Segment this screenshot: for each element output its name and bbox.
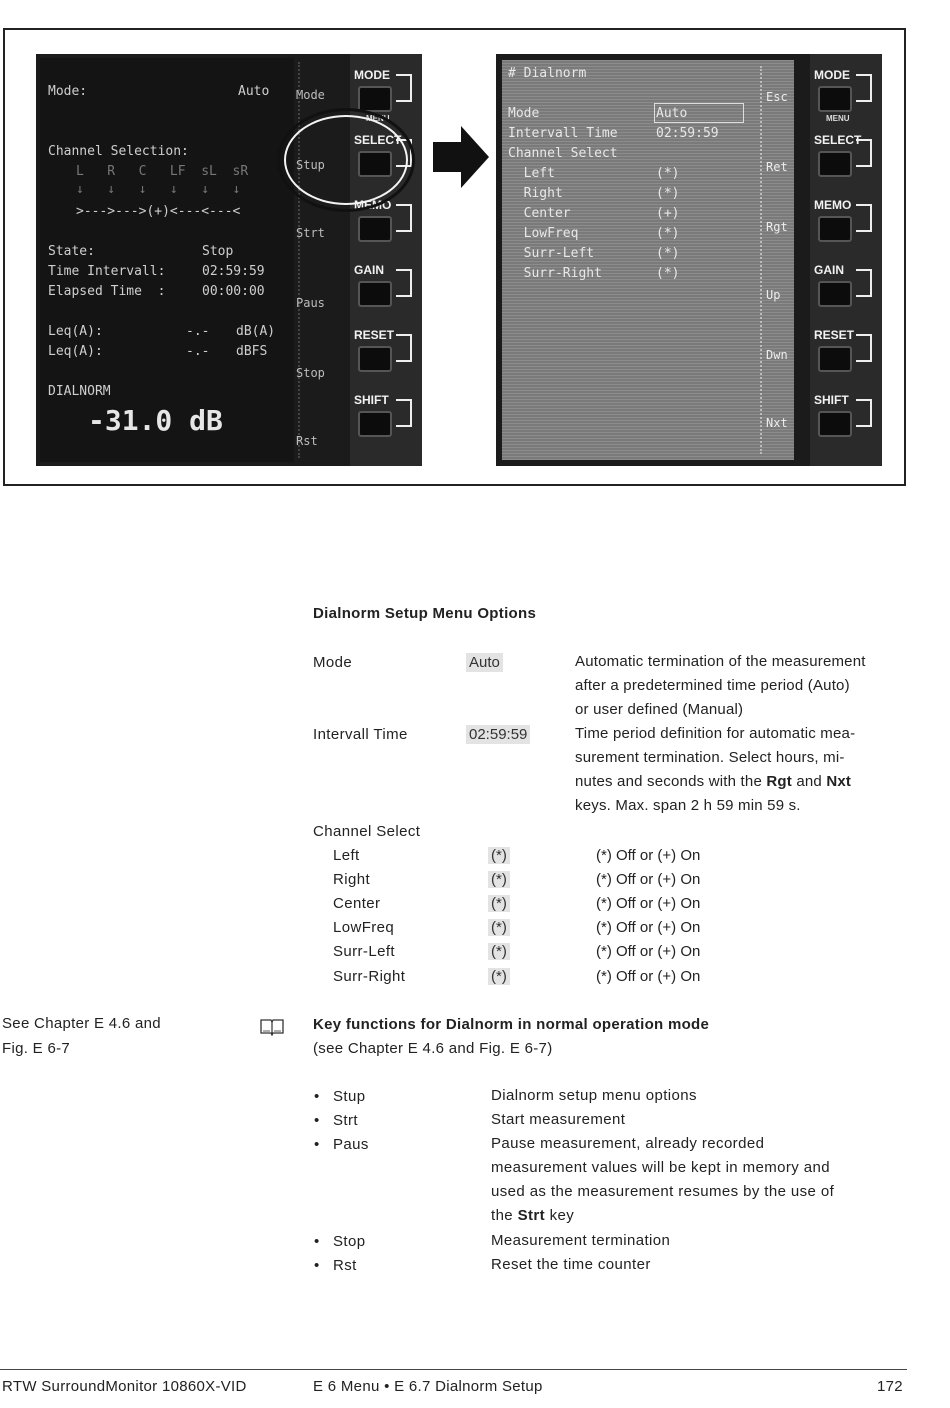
memo-key[interactable] <box>358 216 392 242</box>
description-text: nutes and seconds with the <box>575 773 767 790</box>
key-stop-desc: Measurement termination <box>491 1232 671 1249</box>
channel-lowfreq-value: (*) <box>488 919 510 936</box>
description-text: and <box>791 773 827 790</box>
lcd-mode-value: Auto <box>238 84 270 99</box>
channel-lowfreq-desc: (*) Off or (+) On <box>596 919 701 936</box>
channel-left-desc: (*) Off or (+) On <box>596 847 701 864</box>
channel-surrleft-value: (*) <box>488 943 510 960</box>
mode-key[interactable] <box>358 86 392 112</box>
channel-right-value: (*) <box>488 871 510 888</box>
description-line: surement termination. Select hours, mi- <box>575 749 845 766</box>
key-stup-name: Stup <box>333 1088 366 1105</box>
key-bracket <box>396 74 412 102</box>
key-shift-label: SHIFT <box>814 393 849 407</box>
description-line: measurement values will be kept in memory and <box>491 1159 830 1176</box>
channel-left-value: (*) <box>488 847 510 864</box>
key-memo-label: MEMO <box>354 198 392 212</box>
key-bracket <box>856 399 872 427</box>
reset-key[interactable] <box>818 346 852 372</box>
bullet: • <box>314 1136 320 1153</box>
key-select-label: SELECT <box>814 133 862 147</box>
shift-key[interactable] <box>358 411 392 437</box>
key-paus-desc <box>491 1132 907 1228</box>
softkey-paus[interactable]: Paus <box>296 296 325 310</box>
description-line: or user defined (Manual) <box>575 701 744 718</box>
lcd-interval-label: Time Intervall: <box>48 264 166 279</box>
channel-surrright-value: (*) <box>488 968 510 985</box>
device-screen-menu <box>496 54 882 466</box>
bullet: • <box>314 1257 320 1274</box>
key-functions-subtitle: (see Chapter E 4.6 and Fig. E 6-7) <box>313 1040 553 1057</box>
description-line <box>491 1204 907 1228</box>
key-bracket <box>856 269 872 297</box>
description-line: keys. Max. span 2 h 59 min 59 s. <box>575 797 801 814</box>
key-memo-label: MEMO <box>814 198 852 212</box>
book-icon <box>259 1018 285 1036</box>
strt-key-ref: Strt <box>517 1207 546 1224</box>
lcd-channel-routing: >--->--->(+)<---<---< <box>76 204 241 219</box>
description-text: the <box>491 1207 518 1224</box>
lcd-leq-fs-unit: dBFS <box>236 344 268 359</box>
key-bracket <box>396 269 412 297</box>
key-mode-label: MODE <box>814 68 850 82</box>
softkey-rgt[interactable]: Rgt <box>766 220 788 234</box>
lcd-interval-value: 02:59:59 <box>202 264 265 279</box>
lcd-mode-label: Mode: <box>48 84 88 99</box>
lcd-channel-names: L R C LF sL sR <box>76 164 249 179</box>
key-reset-label: RESET <box>354 328 395 342</box>
key-strt-name: Strt <box>333 1112 358 1129</box>
highlight-circle-inner <box>284 115 408 205</box>
menu-row-center-label[interactable]: Center <box>508 206 571 221</box>
description-text: key <box>545 1207 575 1224</box>
menu-row-right-label[interactable]: Right <box>508 186 563 201</box>
channel-center-label: Center <box>333 895 381 912</box>
menu-row-surrleft-label[interactable]: Surr-Left <box>508 246 595 261</box>
key-bracket <box>396 399 412 427</box>
option-interval-label: Intervall Time <box>313 726 408 743</box>
select-key[interactable] <box>818 151 852 177</box>
key-mode-label: MODE <box>354 68 390 82</box>
softkey-up[interactable]: Up <box>766 288 781 302</box>
footer-product: RTW SurroundMonitor 10860X-VID <box>2 1378 247 1395</box>
gain-key[interactable] <box>818 281 852 307</box>
lcd-display <box>40 58 294 462</box>
dialnorm-menu-panel <box>502 60 794 460</box>
lcd-leq-fs-label: Leq(A): <box>48 344 103 359</box>
bullet: • <box>314 1088 320 1105</box>
key-gain-label: GAIN <box>814 263 844 277</box>
lcd-channel-arrows: ↓ ↓ ↓ ↓ ↓ ↓ <box>76 182 241 197</box>
key-bracket <box>856 334 872 362</box>
side-note-line1: See Chapter E 4.6 and <box>2 1015 161 1032</box>
softkey-stop[interactable]: Stop <box>296 366 325 380</box>
right-arrow-icon <box>433 126 491 188</box>
lcd-dialnorm-value: -31.0 dB <box>88 404 223 437</box>
key-reset-label: RESET <box>814 328 855 342</box>
channel-surrright-label: Surr-Right <box>333 968 406 985</box>
page-number: 172 <box>877 1378 903 1395</box>
channel-right-label: Right <box>333 871 371 888</box>
key-bracket <box>856 74 872 102</box>
menu-tag: MENU <box>366 114 390 123</box>
memo-key[interactable] <box>818 216 852 242</box>
section-title: Dialnorm Setup Menu Options <box>313 605 537 622</box>
side-note-line2: Fig. E 6-7 <box>2 1040 71 1057</box>
key-stop-name: Stop <box>333 1233 366 1250</box>
description-line: Time period definition for automatic mea- <box>575 725 856 742</box>
key-strt-desc: Start measurement <box>491 1111 626 1128</box>
menu-row-center-value[interactable]: (+) <box>656 206 680 221</box>
option-mode-label: Mode <box>313 654 353 671</box>
rgt-key-ref: Rgt <box>766 773 792 790</box>
channel-center-desc: (*) Off or (+) On <box>596 895 701 912</box>
menu-row-channel-label[interactable]: Channel Select <box>508 146 618 161</box>
key-rst-name: Rst <box>333 1257 357 1274</box>
key-paus-name: Paus <box>333 1136 369 1153</box>
softkey-dwn[interactable]: Dwn <box>766 348 788 362</box>
description-line: used as the measurement resumes by the use of <box>491 1183 835 1200</box>
shift-key[interactable] <box>818 411 852 437</box>
key-rst-desc: Reset the time counter <box>491 1256 651 1273</box>
menu-row-surrleft-value[interactable]: (*) <box>656 246 680 261</box>
lcd-leq-a-value: -.- <box>186 324 210 339</box>
channel-surrleft-label: Surr-Left <box>333 943 395 960</box>
channel-lowfreq-label: LowFreq <box>333 919 395 936</box>
key-bracket <box>856 139 872 167</box>
footer-chapter: E 6 Menu • E 6.7 Dialnorm Setup <box>313 1378 543 1395</box>
key-select-label: SELECT <box>354 133 402 147</box>
softkey-ret[interactable]: Ret <box>766 160 788 174</box>
bullet: • <box>314 1233 320 1250</box>
option-mode-description <box>575 650 907 722</box>
description-line: Automatic termination of the measurement <box>575 653 866 670</box>
lcd-leq-a-label: Leq(A): <box>48 324 103 339</box>
menu-title: # Dialnorm <box>508 66 587 81</box>
menu-tag: MENU <box>826 114 850 123</box>
channel-right-desc: (*) Off or (+) On <box>596 871 701 888</box>
lcd-elapsed-label: Elapsed Time : <box>48 284 166 299</box>
key-gain-label: GAIN <box>354 263 384 277</box>
menu-row-surrright-value[interactable]: (*) <box>656 266 680 281</box>
description-line <box>575 770 907 794</box>
channel-center-value: (*) <box>488 895 510 912</box>
figure-frame <box>3 28 906 486</box>
lcd-leq-fs-value: -.- <box>186 344 210 359</box>
key-functions-title: Key functions for Dialnorm in normal operation mode <box>313 1016 710 1033</box>
mode-key[interactable] <box>818 86 852 112</box>
key-bracket <box>396 334 412 362</box>
menu-row-mode-label[interactable]: Mode <box>508 106 540 121</box>
softkey-mode[interactable]: Mode <box>296 88 325 102</box>
menu-row-mode-value[interactable]: Auto <box>656 106 688 121</box>
menu-row-lowfreq-value[interactable]: (*) <box>656 226 680 241</box>
menu-row-right-value[interactable]: (*) <box>656 186 680 201</box>
lcd-dialnorm-label: DIALNORM <box>48 384 111 399</box>
lcd-channel-title: Channel Selection: <box>48 144 189 159</box>
reset-key[interactable] <box>358 346 392 372</box>
menu-row-interval-value[interactable]: 02:59:59 <box>656 126 719 141</box>
bullet: • <box>314 1112 320 1129</box>
lcd-leq-a-unit: dB(A) <box>236 324 276 339</box>
menu-row-lowfreq-label[interactable]: LowFreq <box>508 226 579 241</box>
menu-row-interval-label[interactable]: Intervall Time <box>508 126 618 141</box>
menu-row-left-value[interactable]: (*) <box>656 166 680 181</box>
key-bracket <box>856 204 872 232</box>
softkey-nxt[interactable]: Nxt <box>766 416 788 430</box>
softkey-strt[interactable]: Strt <box>296 226 325 240</box>
menu-softkey-divider <box>760 66 763 454</box>
softkey-rst[interactable]: Rst <box>296 434 318 448</box>
key-bracket <box>396 204 412 232</box>
lcd-state-value: Stop <box>202 244 234 259</box>
menu-row-surrright-label[interactable]: Surr-Right <box>508 266 602 281</box>
option-channel-select-label: Channel Select <box>313 823 421 840</box>
footer-divider <box>0 1369 907 1370</box>
key-stup-desc: Dialnorm setup menu options <box>491 1087 697 1104</box>
option-mode-value: Auto <box>466 653 503 672</box>
lcd-elapsed-value: 00:00:00 <box>202 284 265 299</box>
description-line: Pause measurement, already recorded <box>491 1135 765 1152</box>
menu-row-left-label[interactable]: Left <box>508 166 555 181</box>
channel-left-label: Left <box>333 847 360 864</box>
key-shift-label: SHIFT <box>354 393 389 407</box>
channel-surrright-desc: (*) Off or (+) On <box>596 968 701 985</box>
channel-surrleft-desc: (*) Off or (+) On <box>596 943 701 960</box>
description-line: after a predetermined time period (Auto) <box>575 677 850 694</box>
option-interval-description <box>575 722 907 818</box>
nxt-key-ref: Nxt <box>826 773 852 790</box>
hardkey-panel-right <box>810 54 882 466</box>
lcd-state-label: State: <box>48 244 95 259</box>
softkey-esc[interactable]: Esc <box>766 90 788 104</box>
softkey-stup[interactable]: Stup <box>296 158 325 172</box>
option-interval-value: 02:59:59 <box>466 725 530 744</box>
gain-key[interactable] <box>358 281 392 307</box>
